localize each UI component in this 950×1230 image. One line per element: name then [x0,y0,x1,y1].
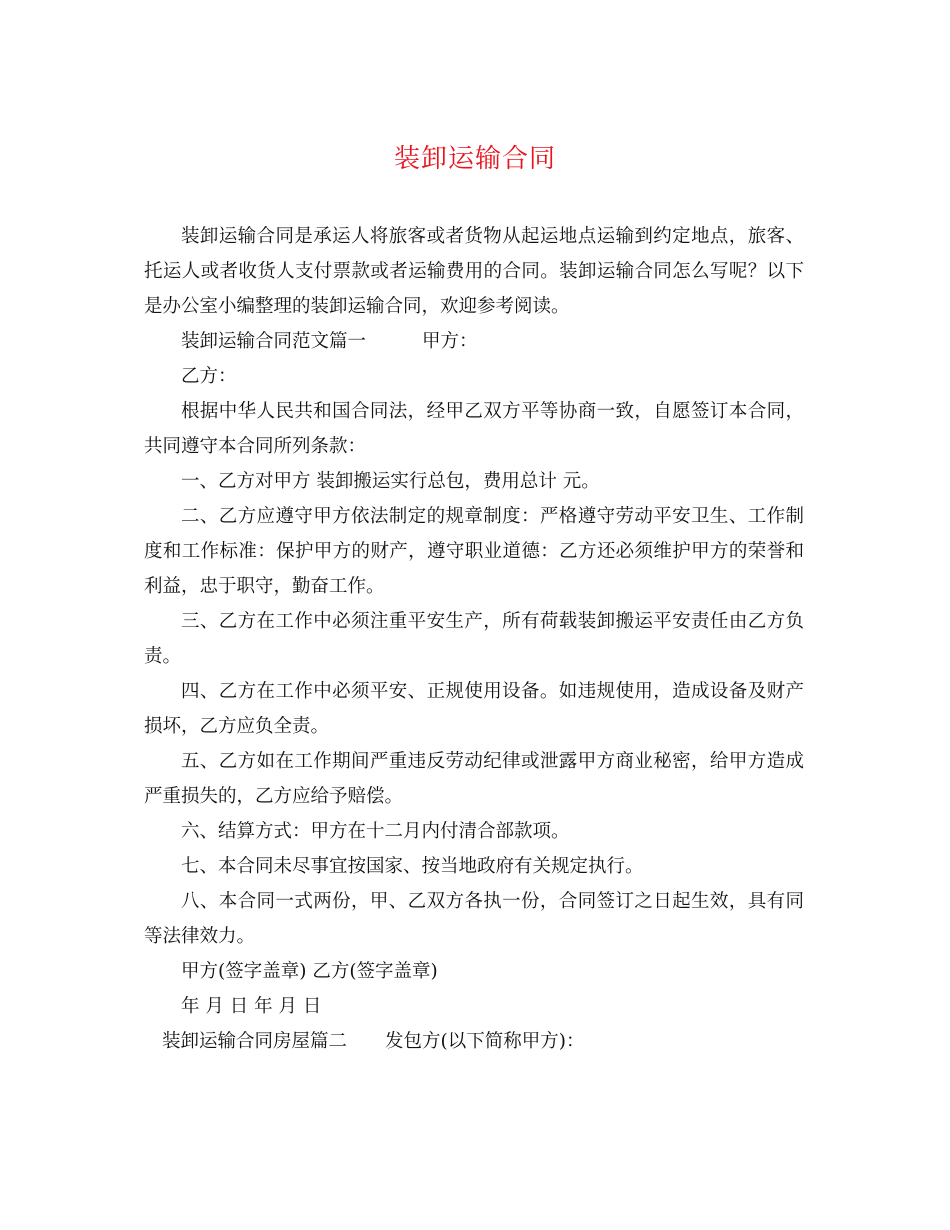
clause-4: 四、乙方在工作中必须平安、正规使用设备。如违规使用，造成设备及财产损坏，乙方应负全责。 [144,681,804,737]
clause-6: 六、结算方式：甲方在十二月内付清合部款项。 [181,821,570,842]
party-a-label: 甲方： [422,331,478,352]
document-title: 装卸运输合同 [393,144,556,174]
clause-7: 七、本合同未尽事宜按国家、按当地政府有关规定执行。 [181,856,644,877]
section-one-heading: 装卸运输合同范文篇一 [181,331,367,352]
clause-1: 一、乙方对甲方 装卸搬运实行总包，费用总计 元。 [181,471,600,492]
clause-5: 五、乙方如在工作期间严重违反劳动纪律或泄露甲方商业秘密，给甲方造成严重损失的，乙方应给予赔偿。 [144,751,804,807]
clause-8: 八、本合同一式两份，甲、乙双方各执一份，合同签订之日起生效，具有同等法律效力。 [144,891,804,947]
section-two-party: 发包方(以下简称甲方)： [385,1031,585,1052]
clause-3: 三、乙方在工作中必须注重平安生产，所有荷载装卸搬运平安责任由乙方负责。 [144,611,804,667]
signature-line: 甲方(签字盖章) 乙方(签字盖章) [181,961,438,982]
section-two-heading: 装卸运输合同房屋篇二 [162,1031,348,1052]
intro-paragraph: 装卸运输合同是承运人将旅客或者货物从起运地点运输到约定地点，旅客、托运人或者收货人支付票款或者运输费用的合同。装卸运输合同怎么写呢？以下是办公室小编整理的装卸运输合同，欢迎参考阅读。 [144,226,804,317]
date-line: 年 月 日 年 月 日 [181,996,322,1017]
section-two-line [144,1024,804,1059]
preamble-paragraph: 根据中华人民共和国合同法，经甲乙双方平等协商一致，自愿签订本合同，共同遵守本合同所列条款： [144,401,804,457]
party-b-label: 乙方： [181,366,237,387]
document-body [144,219,804,1059]
section-one-line [144,324,804,359]
clause-2: 二、乙方应遵守甲方依法制定的规章制度：严格遵守劳动平安卫生、工作制度和工作标准：保护甲方的财产，遵守职业道德：乙方还必须维护甲方的荣誉和利益，忠于职守，勤奋工作。 [144,506,804,597]
